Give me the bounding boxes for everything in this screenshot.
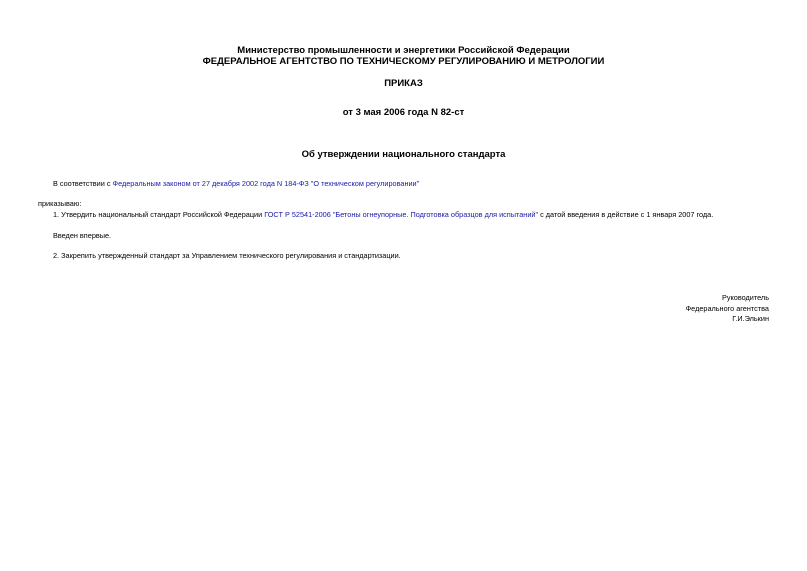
item-1-suffix: с датой введения в действие с 1 января 2007 года. — [538, 210, 714, 219]
basis-prefix: В соответствии с — [53, 179, 113, 188]
order-word: приказываю: — [38, 199, 82, 208]
document-type: ПРИКАЗ — [384, 78, 423, 89]
basis-paragraph — [53, 180, 419, 188]
item-1-paragraph — [53, 211, 713, 219]
agency-title: ФЕДЕРАЛЬНОЕ АГЕНТСТВО ПО ТЕХНИЧЕСКОМУ РЕГУЛИРОВАНИЮ И МЕТРОЛОГИИ — [202, 56, 605, 67]
ministry-title: Министерство промышленности и энергетики Российской Федерации — [237, 45, 570, 56]
document-subject: Об утверждении национального стандарта — [301, 149, 506, 160]
signature-name: Г.И.Элькин — [732, 314, 769, 323]
signature-position-line-1: Руководитель — [721, 293, 769, 302]
gost-standard-link[interactable]: ГОСТ Р 52541-2006 "Бетоны огнеупорные. Подготовка образцов для испытаний" — [264, 210, 539, 219]
introduced-note: Введен впервые. — [53, 231, 112, 240]
document-date-number: от 3 мая 2006 года N 82-ст — [342, 107, 465, 118]
item-2-paragraph: 2. Закрепить утвержденный стандарт за Управлением технического регулирования и стандартизации. — [53, 251, 401, 260]
signature-position-line-2: Федерального агентства — [685, 304, 769, 313]
item-1-prefix: 1. Утвердить национальный стандарт Российской Федерации — [53, 210, 265, 219]
federal-law-link[interactable]: Федеральным законом от 27 декабря 2002 года N 184-ФЗ "О техническом регулировании" — [112, 179, 420, 188]
